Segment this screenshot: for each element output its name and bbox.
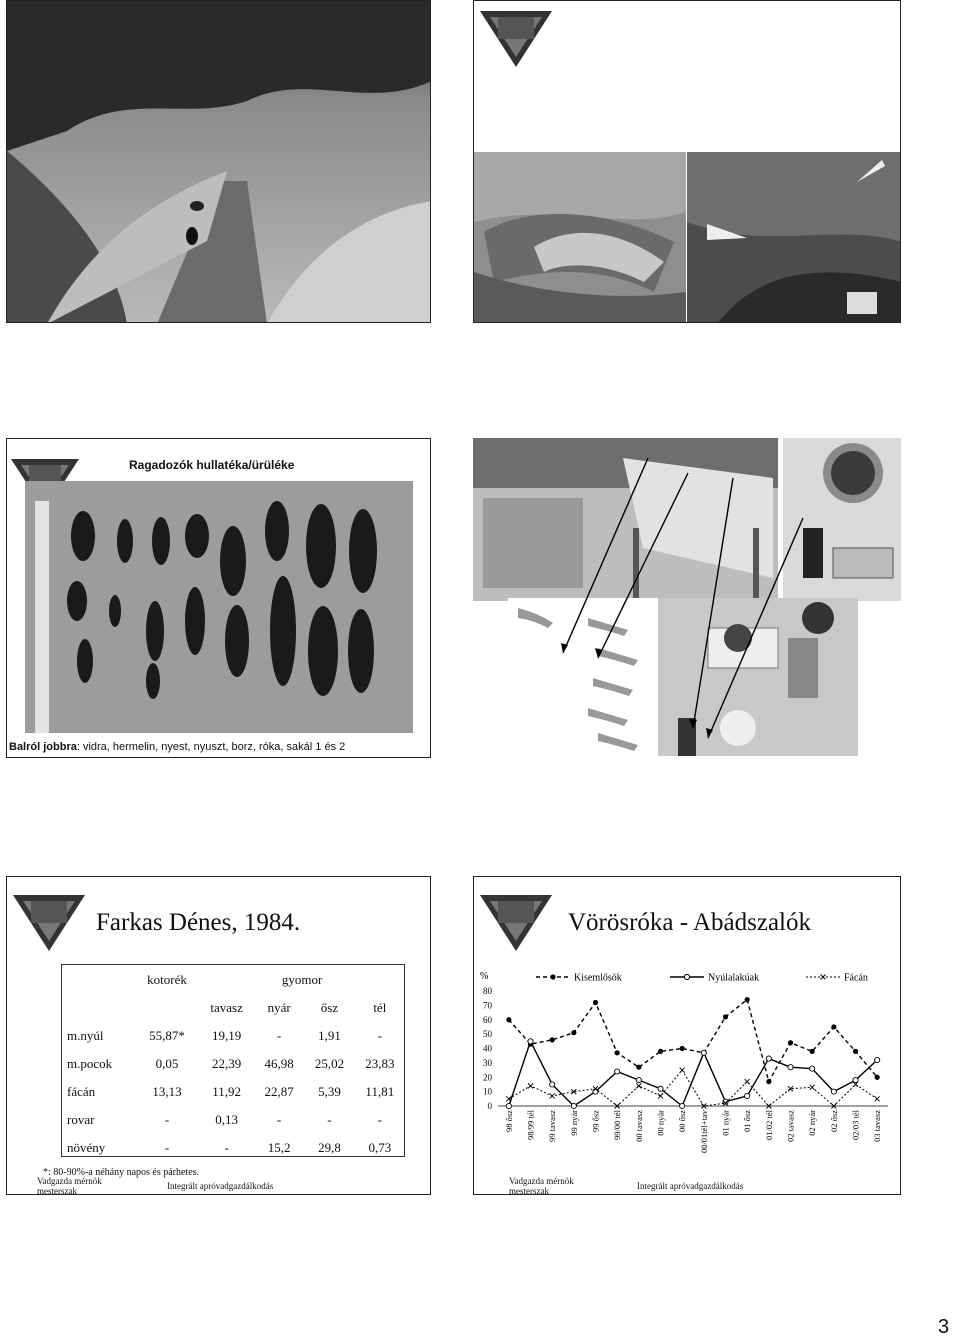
legend-label: Nyúlalakúak xyxy=(708,972,760,984)
data-point xyxy=(550,1093,555,1098)
table-cell: - xyxy=(164,1140,170,1155)
table-cell: 19,19 xyxy=(211,1028,242,1043)
table-cell: - xyxy=(276,1112,282,1127)
table-row xyxy=(63,1050,405,1078)
data-point xyxy=(680,1068,685,1073)
table-row xyxy=(63,1134,405,1162)
x-tick-label: 01 ősz xyxy=(742,1110,753,1132)
data-point xyxy=(875,1057,880,1062)
caption xyxy=(9,741,345,753)
data-point xyxy=(875,1096,880,1101)
page-number: 3 xyxy=(938,1316,950,1338)
data-point xyxy=(636,1065,641,1070)
data-point xyxy=(788,1065,793,1070)
footer-left-line2: mesterszak xyxy=(509,1186,549,1195)
data-point xyxy=(723,1014,728,1019)
legend-marker xyxy=(684,974,689,979)
table-row xyxy=(63,1106,405,1134)
legend-marker xyxy=(821,975,826,980)
footer-left xyxy=(37,1176,102,1195)
table-cell: 46,98 xyxy=(264,1056,294,1071)
data-point xyxy=(810,1066,815,1071)
season-cell: ősz xyxy=(320,1000,339,1015)
data-point xyxy=(658,1093,663,1098)
data-point xyxy=(571,1030,576,1035)
x-tick-label: 00/01tél+tav xyxy=(698,1110,709,1154)
x-tick-label: 03 tavasz xyxy=(872,1110,883,1142)
table-cell: - xyxy=(164,1112,170,1127)
y-axis-label: % xyxy=(480,971,489,982)
row-label: m.pocok xyxy=(67,1056,113,1071)
slide-3 xyxy=(6,438,431,758)
x-tick-label: 98 ősz xyxy=(503,1110,514,1132)
slide-title: Ragadozók hullatéka/ürüléke xyxy=(129,458,295,472)
table-cell: - xyxy=(276,1028,282,1043)
y-tick-label: 80 xyxy=(483,986,492,996)
x-tick-label: 99 nyár xyxy=(568,1110,579,1136)
data-point xyxy=(658,1049,663,1054)
slide-2 xyxy=(473,0,901,323)
data-point xyxy=(615,1069,620,1074)
data-point xyxy=(506,1017,511,1022)
data-point xyxy=(550,1037,555,1042)
slide-title: Farkas Dénes, 1984. xyxy=(96,909,301,936)
data-point xyxy=(788,1040,793,1045)
data-point xyxy=(615,1050,620,1055)
footer-right: Integrált apróvadgazdálkodás xyxy=(637,1181,744,1191)
x-tick-label: 00 nyár xyxy=(655,1110,666,1136)
data-table xyxy=(63,966,405,1162)
data-point xyxy=(636,1078,641,1083)
data-point xyxy=(528,1039,533,1044)
data-point xyxy=(766,1056,771,1061)
table-cell: 23,83 xyxy=(365,1056,395,1071)
y-tick-label: 0 xyxy=(487,1101,492,1111)
y-tick-label: 60 xyxy=(483,1014,492,1025)
data-point xyxy=(550,1082,555,1087)
table-cell: - xyxy=(377,1112,382,1127)
data-point xyxy=(745,1079,750,1084)
logo-icon xyxy=(476,887,556,955)
season-cell: tél xyxy=(373,1000,387,1015)
header-gyomor: gyomor xyxy=(281,972,323,987)
legend-label: Fácán xyxy=(844,972,868,984)
season-cell: tavasz xyxy=(210,1000,243,1015)
y-tick-label: 50 xyxy=(483,1029,492,1040)
table-cell: 5,39 xyxy=(318,1084,341,1099)
logo-icon xyxy=(476,3,556,71)
data-point xyxy=(701,1050,706,1055)
table-cell: 0,73 xyxy=(368,1140,392,1155)
x-tick-label: 02 nyár xyxy=(807,1110,818,1136)
x-tick-label: 98/99 tél xyxy=(525,1110,536,1140)
data-point xyxy=(636,1083,641,1088)
slide-6 xyxy=(473,876,901,1195)
table-cell: 29,8 xyxy=(318,1140,341,1155)
legend-label: Kisemlősök xyxy=(574,972,622,984)
data-point xyxy=(831,1089,836,1094)
footer-left xyxy=(509,1176,574,1195)
y-tick-label: 30 xyxy=(483,1057,492,1068)
x-tick-label: 02 tavasz xyxy=(785,1110,796,1142)
data-point xyxy=(593,1000,598,1005)
table-cell: 15,2 xyxy=(267,1140,291,1155)
logo-icon xyxy=(9,887,89,955)
table-season-row xyxy=(63,994,405,1022)
table-cell: 22,39 xyxy=(211,1056,242,1071)
y-tick-label: 70 xyxy=(483,1000,492,1011)
table-header-row xyxy=(63,966,405,994)
footer-left-line2: mesterszak xyxy=(37,1186,77,1195)
x-tick-label: 99/00 tél xyxy=(612,1110,623,1140)
data-point xyxy=(875,1075,880,1080)
droppings-photo xyxy=(25,481,413,733)
x-tick-label: 02 ősz xyxy=(828,1110,839,1132)
data-point xyxy=(528,1083,533,1088)
field-photo xyxy=(7,1,431,323)
series-line xyxy=(509,1070,877,1106)
data-point xyxy=(853,1078,858,1083)
x-tick-label: 00 tavasz xyxy=(633,1110,644,1142)
burrow-photo xyxy=(687,152,901,323)
caption-bold: Balról jobbra xyxy=(9,741,77,753)
data-point xyxy=(745,1093,750,1098)
slide-title: Vörösróka - Abádszalók xyxy=(568,909,811,936)
x-tick-label: 02/03 tél xyxy=(850,1110,861,1140)
table-cell: 0,05 xyxy=(155,1056,179,1071)
x-tick-label: 01/02 tél xyxy=(763,1110,774,1140)
table-cell: 22,87 xyxy=(264,1084,294,1099)
x-tick-label: 01 nyár xyxy=(720,1110,731,1136)
footer-left-line1: Vadgazda mérnök xyxy=(37,1176,102,1186)
legend-marker xyxy=(550,974,555,979)
table-cell: 25,02 xyxy=(314,1056,345,1071)
row-label: m.nyúl xyxy=(67,1028,104,1043)
table-cell: - xyxy=(377,1028,382,1043)
data-point xyxy=(593,1089,598,1094)
carcass-photo xyxy=(474,152,686,323)
season-cell: nyár xyxy=(267,1000,291,1015)
y-tick-label: 10 xyxy=(483,1086,492,1097)
x-tick-label: 00 ősz xyxy=(677,1110,688,1132)
footnote: *: 80-90%-a néhány napos és párhetes. xyxy=(43,1167,200,1178)
slide-1 xyxy=(6,0,431,323)
data-point xyxy=(853,1049,858,1054)
table-row xyxy=(63,1022,405,1050)
arrows xyxy=(473,438,901,758)
table-cell: 0,13 xyxy=(215,1112,238,1127)
table-cell: - xyxy=(224,1140,229,1155)
table-cell: 55,87* xyxy=(149,1028,185,1043)
table-cell: 11,81 xyxy=(365,1084,395,1099)
data-point xyxy=(680,1103,685,1108)
slide-5 xyxy=(6,876,431,1195)
x-tick-label: 99 tavasz xyxy=(547,1110,558,1142)
data-point xyxy=(831,1024,836,1029)
line-chart xyxy=(474,967,900,1165)
table-cell: 11,92 xyxy=(212,1084,241,1099)
caption-rest: : vidra, hermelin, nyest, nyuszt, borz, róka, sakál 1 és 2 xyxy=(76,741,346,753)
y-tick-label: 40 xyxy=(483,1043,492,1054)
data-point xyxy=(506,1103,511,1108)
table-row xyxy=(63,1078,405,1106)
table-cell: - xyxy=(327,1112,332,1127)
data-point xyxy=(745,997,750,1002)
data-point xyxy=(658,1086,663,1091)
row-label: rovar xyxy=(67,1112,95,1127)
slide-4 xyxy=(473,438,901,758)
data-point xyxy=(571,1103,576,1108)
footer-right: Integrált apróvadgazdálkodás xyxy=(167,1181,274,1191)
row-label: növény xyxy=(67,1140,106,1155)
table-cell: 1,91 xyxy=(318,1028,341,1043)
footer-left-line1: Vadgazda mérnök xyxy=(509,1176,574,1186)
x-tick-label: 99 ősz xyxy=(590,1110,601,1132)
table-cell: 13,13 xyxy=(152,1084,182,1099)
data-point xyxy=(810,1049,815,1054)
header-kotorek: kotorék xyxy=(147,972,187,987)
row-label: fácán xyxy=(67,1084,96,1099)
data-point xyxy=(680,1046,685,1051)
series-line xyxy=(509,1000,877,1082)
data-point xyxy=(766,1079,771,1084)
data-point xyxy=(810,1085,815,1090)
y-tick-label: 20 xyxy=(483,1072,492,1083)
